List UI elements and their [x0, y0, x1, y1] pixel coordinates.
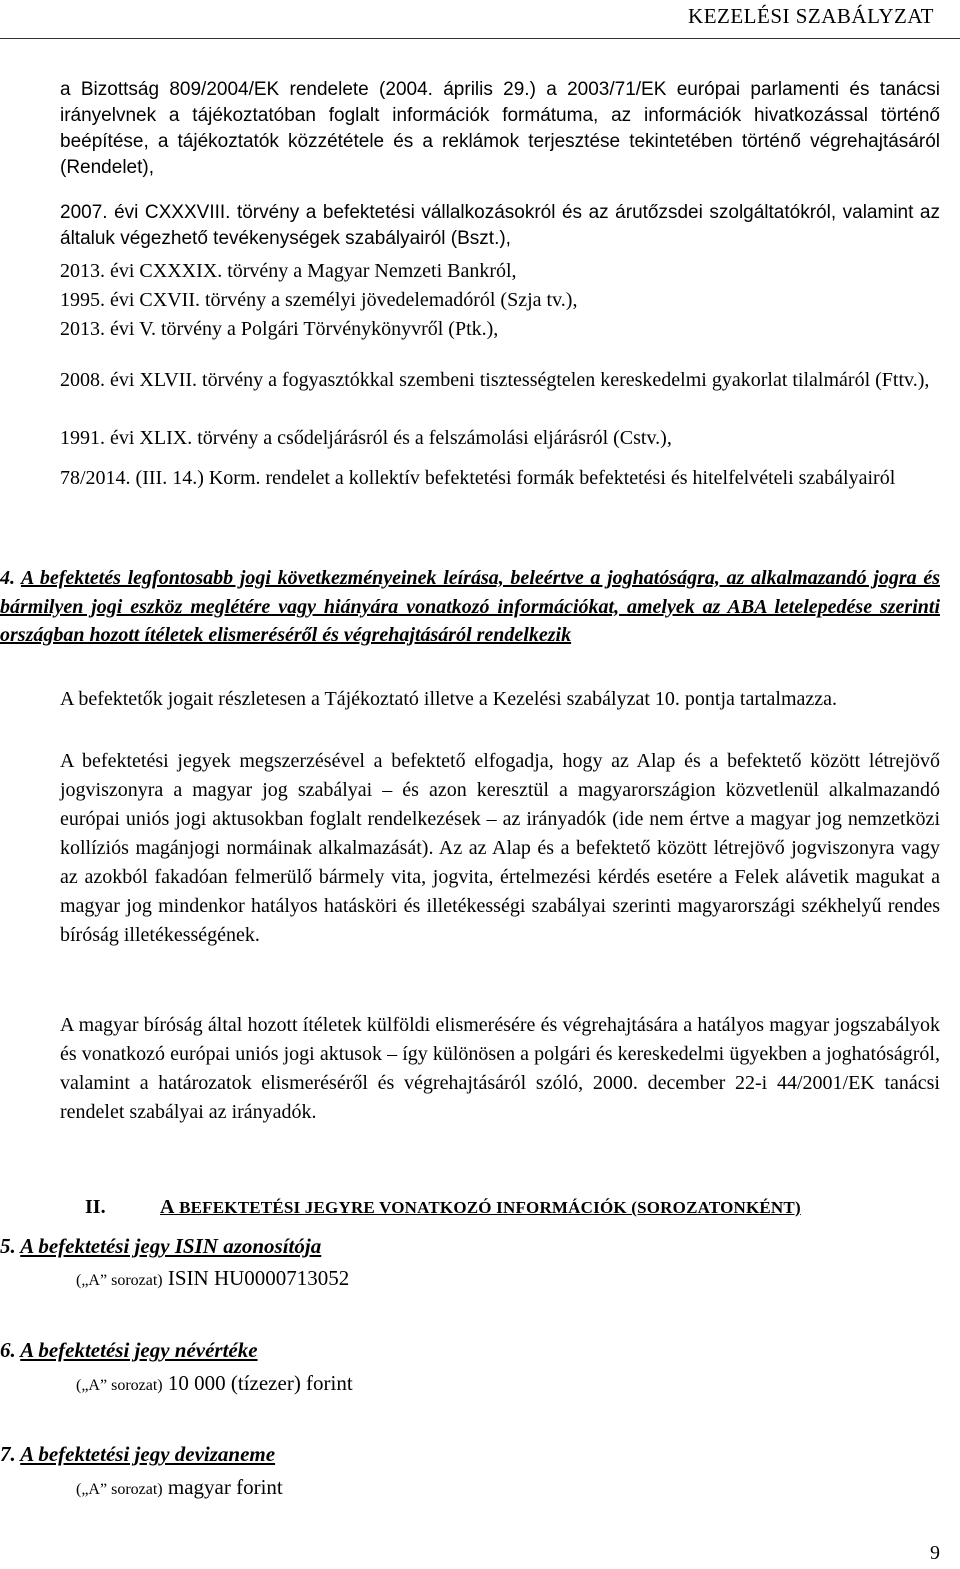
legal-ref-item: 2013. évi V. törvény a Polgári Törvénykönyvről (Ptk.),: [60, 318, 499, 340]
series-label: („A” sorozat): [76, 1377, 163, 1394]
currency-value-row: [76, 1475, 283, 1500]
section-4-paragraph: A befektetési jegyek megszerzésével a befektető elfogadja, hogy az Alap és a befektető között létrejövő jogviszonyra a magyar jog szabályai – és azon keresztül a magyarországion közvetlenül alkalmazandó európai uniós jogi aktusokban foglalt rendelkezések – az irányadók (ide nem értve a magyar jog nemzetközi kollíziós magánjogi normáinak alkalmazását). Az az Alap és a befektető között létrejövő jogviszonyra vagy az azokból fakadóan felmerülő bármely vita, jogvita, értelmezési kérdés esetére a Felek alávetik magukat a magyar jog mindenkor hatályos hatásköri és illetékességi szabályai szerinti magyarországi székhelyű rendes bíróság illetékességének.: [60, 750, 940, 946]
section-4-paragraph: A magyar bíróság által hozott ítéletek külföldi elismerésére és végrehajtására a hatályos magyar jogszabályok és vonatkozó európai uniós jogi aktusok – így különösen a polgári és kereskedelmi ügyekben a joghatóságról, valamint a határozatok elismeréséről és végrehajtásáról szóló, 2000. december 22-i 44/2001/EK tanácsi rendelet szabályai az irányadók.: [60, 1014, 940, 1123]
chapter-title: A BEFEKTETÉSI JEGYRE VONATKOZÓ INFORMÁCIÓK (SOROZATONKÉNT): [160, 1196, 801, 1218]
legal-ref-item: 1991. évi XLIX. törvény a csődeljárásról és a felszámolási eljárásról (Cstv.),: [60, 427, 672, 449]
page-number: 9: [930, 1542, 940, 1564]
chapter-number: II.: [85, 1196, 106, 1218]
legal-ref-item: 1995. évi CXVII. törvény a személyi jövedelemadóról (Szja tv.),: [60, 289, 578, 311]
legal-ref-item: 2007. évi CXXXVIII. törvény a befektetési vállalkozásokról és az árutőzsdei szolgáltatókról, valamint az általuk végezhető tevékenységek szabályairól (Bszt.),: [60, 202, 940, 249]
legal-ref-item: a Bizottság 809/2004/EK rendelete (2004. április 29.) a 2003/71/EK európai parlamenti és tanácsi irányelvnek a tájékoztatóban foglalt információk formátuma, az információk hivatkozással történő beépítése, a tájékoztatók közzététele és a reklámok terjesztése tekintetében történő végrehajtásáról (Rendelet),: [60, 79, 940, 178]
section-4-number: 4.: [0, 567, 15, 589]
section-7-heading: 7. A befektetési jegy devizaneme: [0, 1442, 276, 1466]
document-title: KEZELÉSI SZABÁLYZAT: [688, 4, 934, 28]
chapter-heading: [85, 1196, 801, 1219]
section-4-paragraph: A befektetők jogait részletesen a Tájékoztató illetve a Kezelési szabályzat 10. pontja tartalmazza.: [60, 688, 838, 710]
legal-ref-item: 2013. évi CXXXIX. törvény a Magyar Nemzeti Bankról,: [60, 260, 517, 282]
section-5-heading: 5. A befektetési jegy ISIN azonosítója: [0, 1234, 322, 1258]
series-label: („A” sorozat): [76, 1481, 163, 1498]
legal-ref-item: 78/2014. (III. 14.) Korm. rendelet a kollektív befektetési formák befektetési és hitelfelvételi szabályairól: [60, 467, 896, 489]
isin-value: ISIN HU0000713052: [167, 1266, 350, 1290]
isin-value-row: [76, 1266, 349, 1291]
legal-ref-item: 2008. évi XLVII. törvény a fogyasztókkal szembeni tisztességtelen kereskedelmi gyakorlat tilalmáról (Fttv.),: [60, 369, 930, 391]
page-header: [0, 0, 960, 39]
series-label: („A” sorozat): [76, 1272, 163, 1289]
nominal-value: 10 000 (tízezer) forint: [167, 1371, 353, 1395]
section-4-title: A befektetés legfontosabb jogi következményeinek leírása, beleértve a joghatóságra, az alkalmazandó jogra és bármilyen jogi eszköz meglétére vagy hiányára vonatkozó információkat, amelyek az ABA letelepedése szerinti országban hozott ítéletek elismeréséről és végrehajtásáról rendelkezik: [0, 567, 940, 646]
nominal-value-row: [76, 1371, 353, 1396]
section-6-heading: 6. A befektetési jegy névértéke: [0, 1338, 258, 1362]
section-4-heading: [0, 564, 940, 650]
currency-value: magyar forint: [167, 1475, 283, 1499]
